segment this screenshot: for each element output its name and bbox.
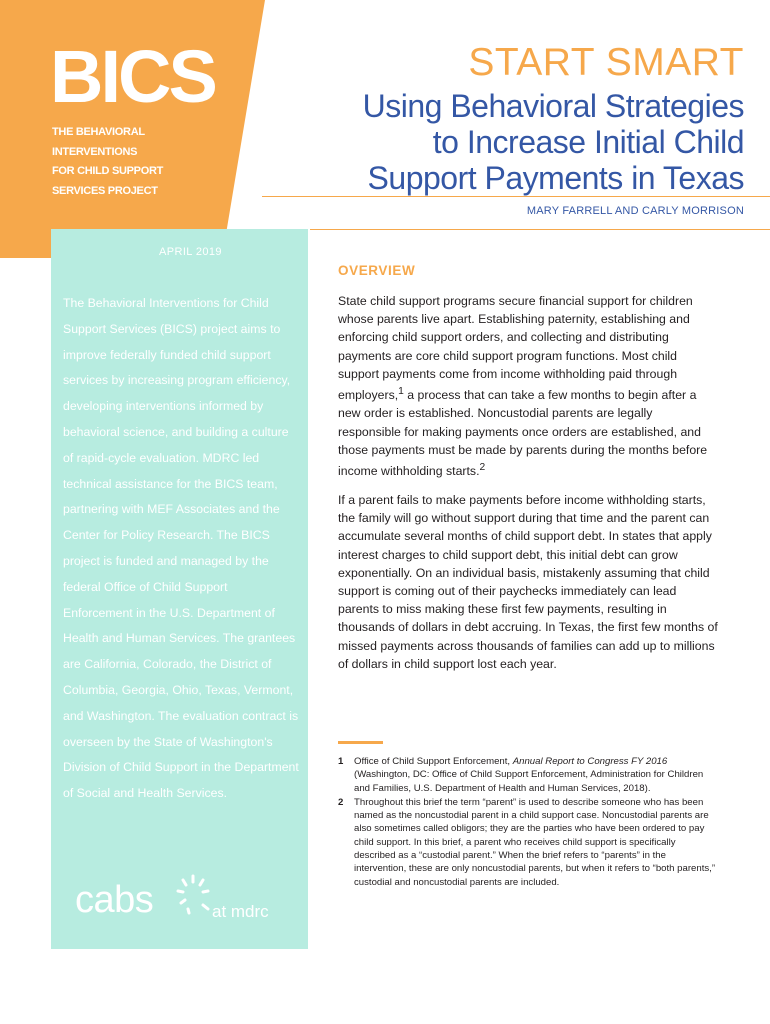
title-line: to Increase Initial Child bbox=[432, 124, 744, 160]
sidebar-panel bbox=[51, 229, 308, 949]
footnote-text: (Washington, DC: Office of Child Support Enforcement, Administration for Children and Families, U.S. Department of Health and Human Services, 2018). bbox=[354, 769, 704, 794]
body-text: State child support programs secure financial support for children whose parents live apart. Establishing paternity, establishing and enforcing child support orders, and collecting and distributing payments are core child support program functions. Most child support payments come from income withholding paid through employers, bbox=[338, 294, 693, 403]
body-text: a process that can take a few months to begin after a new order is established. Noncustodial parents are legally responsible for making payments once orders are established, and those payments must be made by parents during the months before income withholding starts. bbox=[338, 388, 708, 479]
section-heading: OVERVIEW bbox=[338, 263, 416, 278]
page-title bbox=[363, 88, 744, 196]
cabs-logo bbox=[75, 869, 295, 933]
tagline-line: FOR CHILD SUPPORT bbox=[52, 165, 164, 177]
footnote-text: Throughout this brief the term “parent” is used to describe someone who has been named as the noncustodial parent in a child support case. Noncustodial parents are also sometimes called obligors; they are the parties who have been ordered to pay child support. In this brief, a parent who receives child support is specifically described as a “custodial parent.” When the brief refers to “parents” in the intervention, these are only noncustodial parents, but when it refers to “both parents,” custodial and noncustodial parents are included. bbox=[354, 796, 716, 888]
body-paragraph: If a parent fails to make payments before income withholding starts, the family will go without support during that time and the parent can accumulate several months of child support debt. In states that apply interest charges to child support debt, this initial debt can grow exponentially. On an individual basis, mistakenly assuming that child support is coming out of their paychecks immediately can lead parents to miss making these first few payments, resulting in thousands of dollars in debt accruing. In Texas, the first few months of missed payments across thousands of families can add up to millions of dollars in child support lost each year. bbox=[338, 493, 718, 671]
cabs-logo-word: cabs bbox=[75, 879, 154, 921]
footnotes bbox=[338, 755, 718, 890]
bics-tagline bbox=[52, 123, 252, 201]
footnote bbox=[338, 755, 718, 795]
title-block bbox=[363, 42, 744, 196]
publication-date: APRIL 2019 bbox=[159, 246, 222, 258]
series-kicker: START SMART bbox=[468, 41, 744, 84]
footnote bbox=[338, 796, 718, 889]
footnote-rule bbox=[338, 741, 383, 744]
tagline-line: THE BEHAVIORAL bbox=[52, 126, 145, 138]
cabs-logo-subtitle: at mdrc bbox=[212, 902, 269, 921]
footnote-ref[interactable]: 2 bbox=[479, 461, 486, 473]
divider-rule bbox=[310, 229, 770, 230]
footnote-number: 2 bbox=[338, 796, 344, 808]
sidebar-description: The Behavioral Interventions for Child Support Services (BICS) project aims to improve federally funded child support services by increasing program efficiency, developing interventions informed by behavioral science, and building a culture of rapid-cycle evaluation. MDRC led technical assistance for the BICS team, partnering with MEF Associates and the Center for Policy Research. The BICS project is funded and managed by the federal Office of Child Support Enforcement in the U.S. Department of Health and Human Services. The grantees are California, Colorado, the District of Columbia, Georgia, Ohio, Texas, Vermont, and Washington. The evaluation contract is overseen by the State of Washington's Division of Child Support in the Department of Social and Health Services. bbox=[63, 296, 299, 801]
title-line: Support Payments in Texas bbox=[367, 160, 744, 196]
footnote-title: Annual Report to Congress FY 2016 bbox=[512, 756, 668, 767]
footnote-number: 1 bbox=[338, 756, 344, 767]
burst-icon bbox=[175, 873, 211, 917]
authors: MARY FARRELL AND CARLY MORRISON bbox=[526, 205, 744, 217]
tagline-line: SERVICES PROJECT bbox=[52, 184, 158, 197]
footnote-text: Office of Child Support Enforcement, bbox=[354, 756, 513, 767]
bics-logo: BICS bbox=[50, 35, 215, 118]
footnote-ref[interactable]: 1 bbox=[398, 386, 404, 398]
tagline-line: INTERVENTIONS bbox=[52, 145, 138, 158]
title-line: Using Behavioral Strategies bbox=[362, 88, 744, 124]
body-paragraph bbox=[338, 292, 718, 480]
divider-rule bbox=[262, 196, 770, 197]
